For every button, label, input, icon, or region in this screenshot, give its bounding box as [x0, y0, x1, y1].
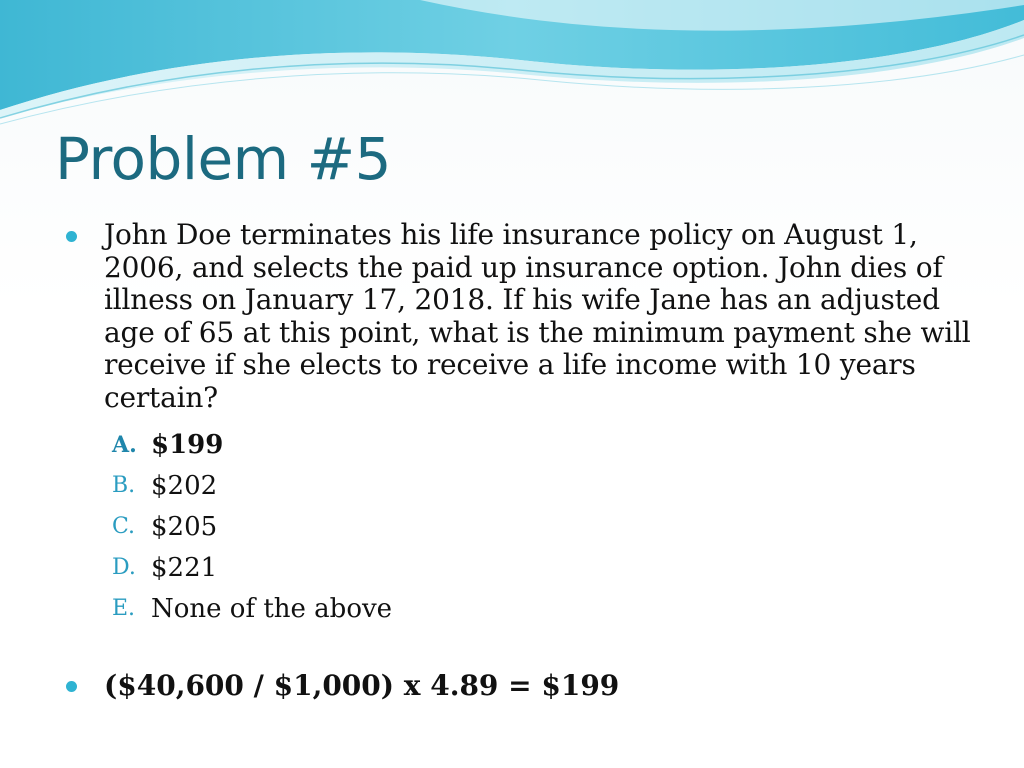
option-e: [112, 588, 392, 629]
option-text: $202: [151, 470, 218, 501]
option-letter: E.: [112, 596, 136, 621]
option-c: [112, 506, 392, 547]
question-text: John Doe terminates his life insurance policy on August 1, 2006, and selects the paid up insurance option. John dies of illness on January 17, 2018. If his wife Jane has an adjusted age of 65 at this point, what is the minimum payment she will receive if she elects to receive a life income with 10 years certain?: [104, 218, 971, 414]
option-letter: C.: [112, 514, 136, 539]
option-letter: B.: [112, 473, 136, 498]
answer-formula: ($40,600 / $1,000) x 4.89 = $199: [104, 669, 620, 702]
option-letter: D.: [112, 555, 136, 580]
option-text: $221: [151, 552, 218, 583]
bullet-icon: [66, 231, 77, 242]
option-letter: A.: [112, 431, 137, 458]
option-text: $199: [151, 429, 224, 460]
option-b: [112, 465, 392, 506]
option-text: $205: [151, 511, 218, 542]
option-text: None of the above: [151, 593, 393, 624]
option-a: [112, 424, 392, 465]
option-d: [112, 547, 392, 588]
header-wave-decoration: [0, 0, 1024, 130]
answer-options-list: [112, 424, 392, 629]
slide-title: Problem #5: [55, 125, 392, 193]
bullet-icon: [66, 681, 77, 692]
